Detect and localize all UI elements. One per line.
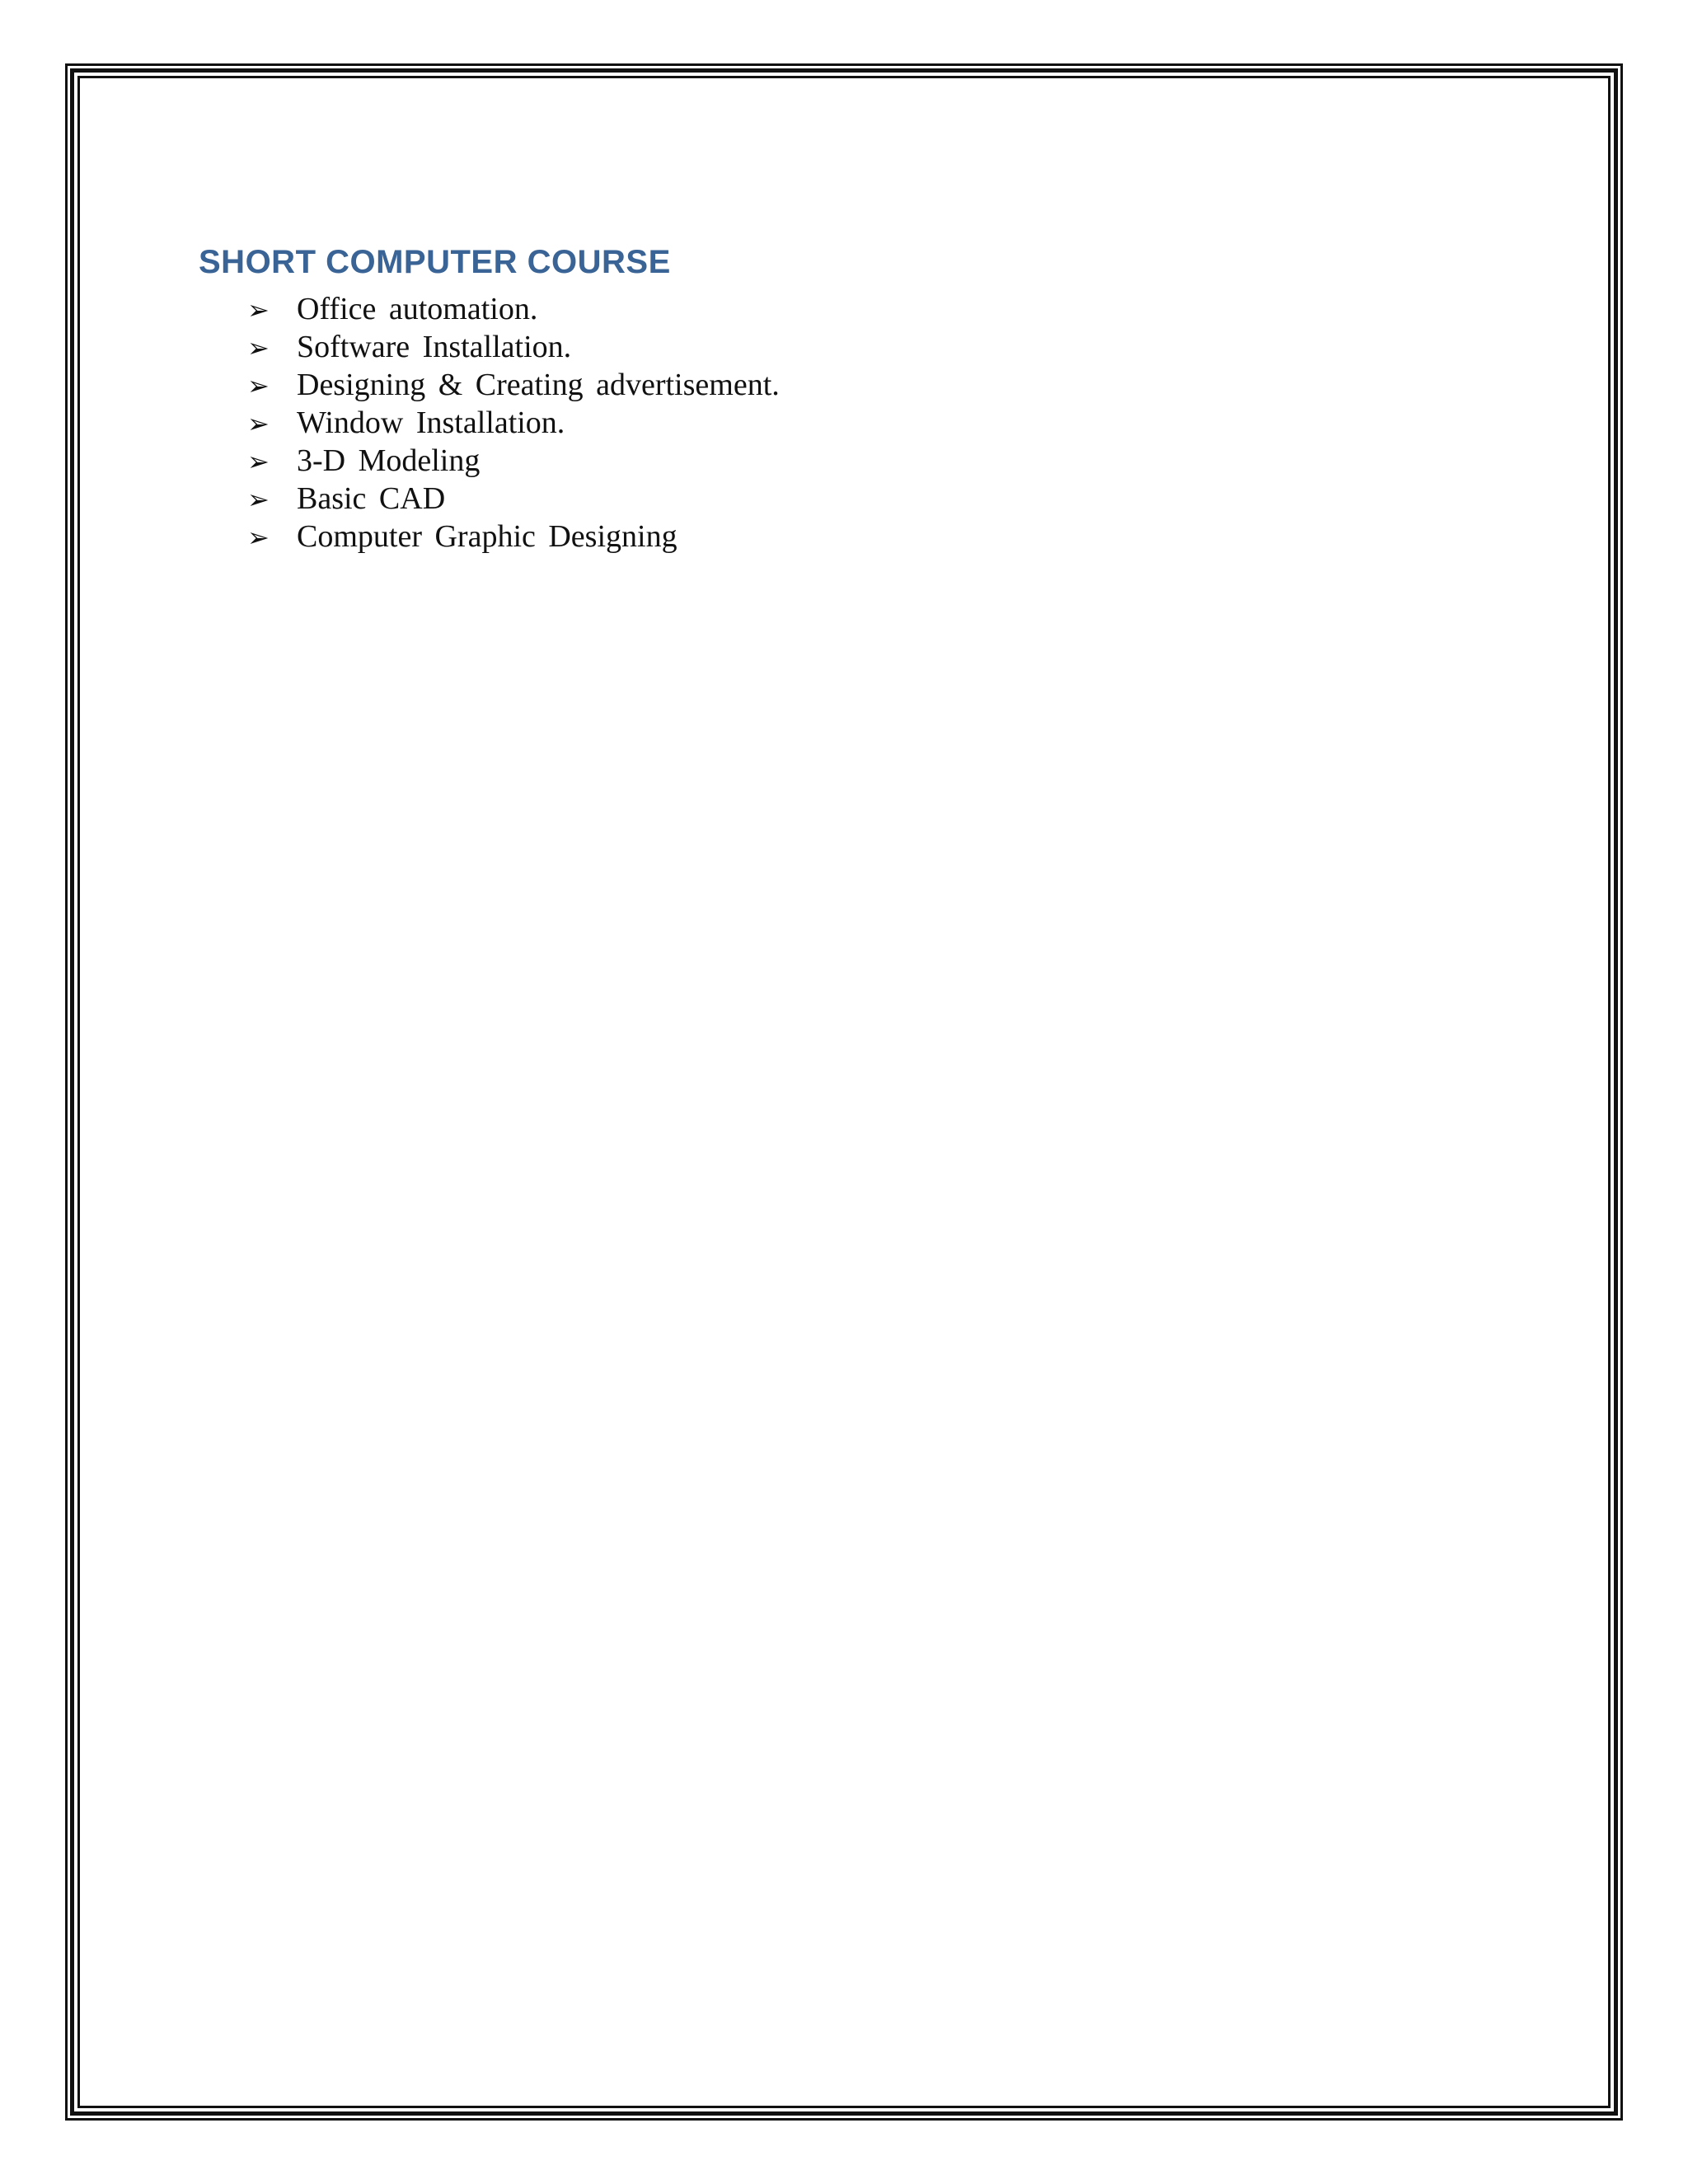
arrowhead-bullet-icon: ➢ (247, 332, 270, 363)
arrowhead-bullet-icon: ➢ (247, 522, 270, 553)
list-item-text: Basic CAD (297, 481, 446, 516)
arrowhead-bullet-icon: ➢ (247, 408, 270, 439)
course-list (199, 290, 1435, 555)
arrowhead-bullet-icon: ➢ (247, 446, 270, 477)
list-item-text: 3-D Modeling (297, 443, 481, 478)
arrowhead-bullet-icon: ➢ (247, 484, 270, 515)
list-item (247, 290, 1435, 328)
list-item (247, 328, 1435, 366)
list-item (247, 480, 1435, 518)
list-item (247, 518, 1435, 555)
list-item-text: Office automation. (297, 292, 538, 326)
list-item-text: Computer Graphic Designing (297, 519, 678, 554)
list-item-text: Designing & Creating advertisement. (297, 368, 780, 402)
list-item (247, 404, 1435, 442)
list-item-text: Window Installation. (297, 405, 565, 440)
arrowhead-bullet-icon: ➢ (247, 294, 270, 326)
list-item (247, 366, 1435, 404)
page-content (199, 237, 1435, 555)
section-heading: SHORT COMPUTER COURSE (199, 244, 671, 280)
list-item-text: Software Installation. (297, 330, 572, 364)
list-item (247, 442, 1435, 480)
arrowhead-bullet-icon: ➢ (247, 370, 270, 401)
